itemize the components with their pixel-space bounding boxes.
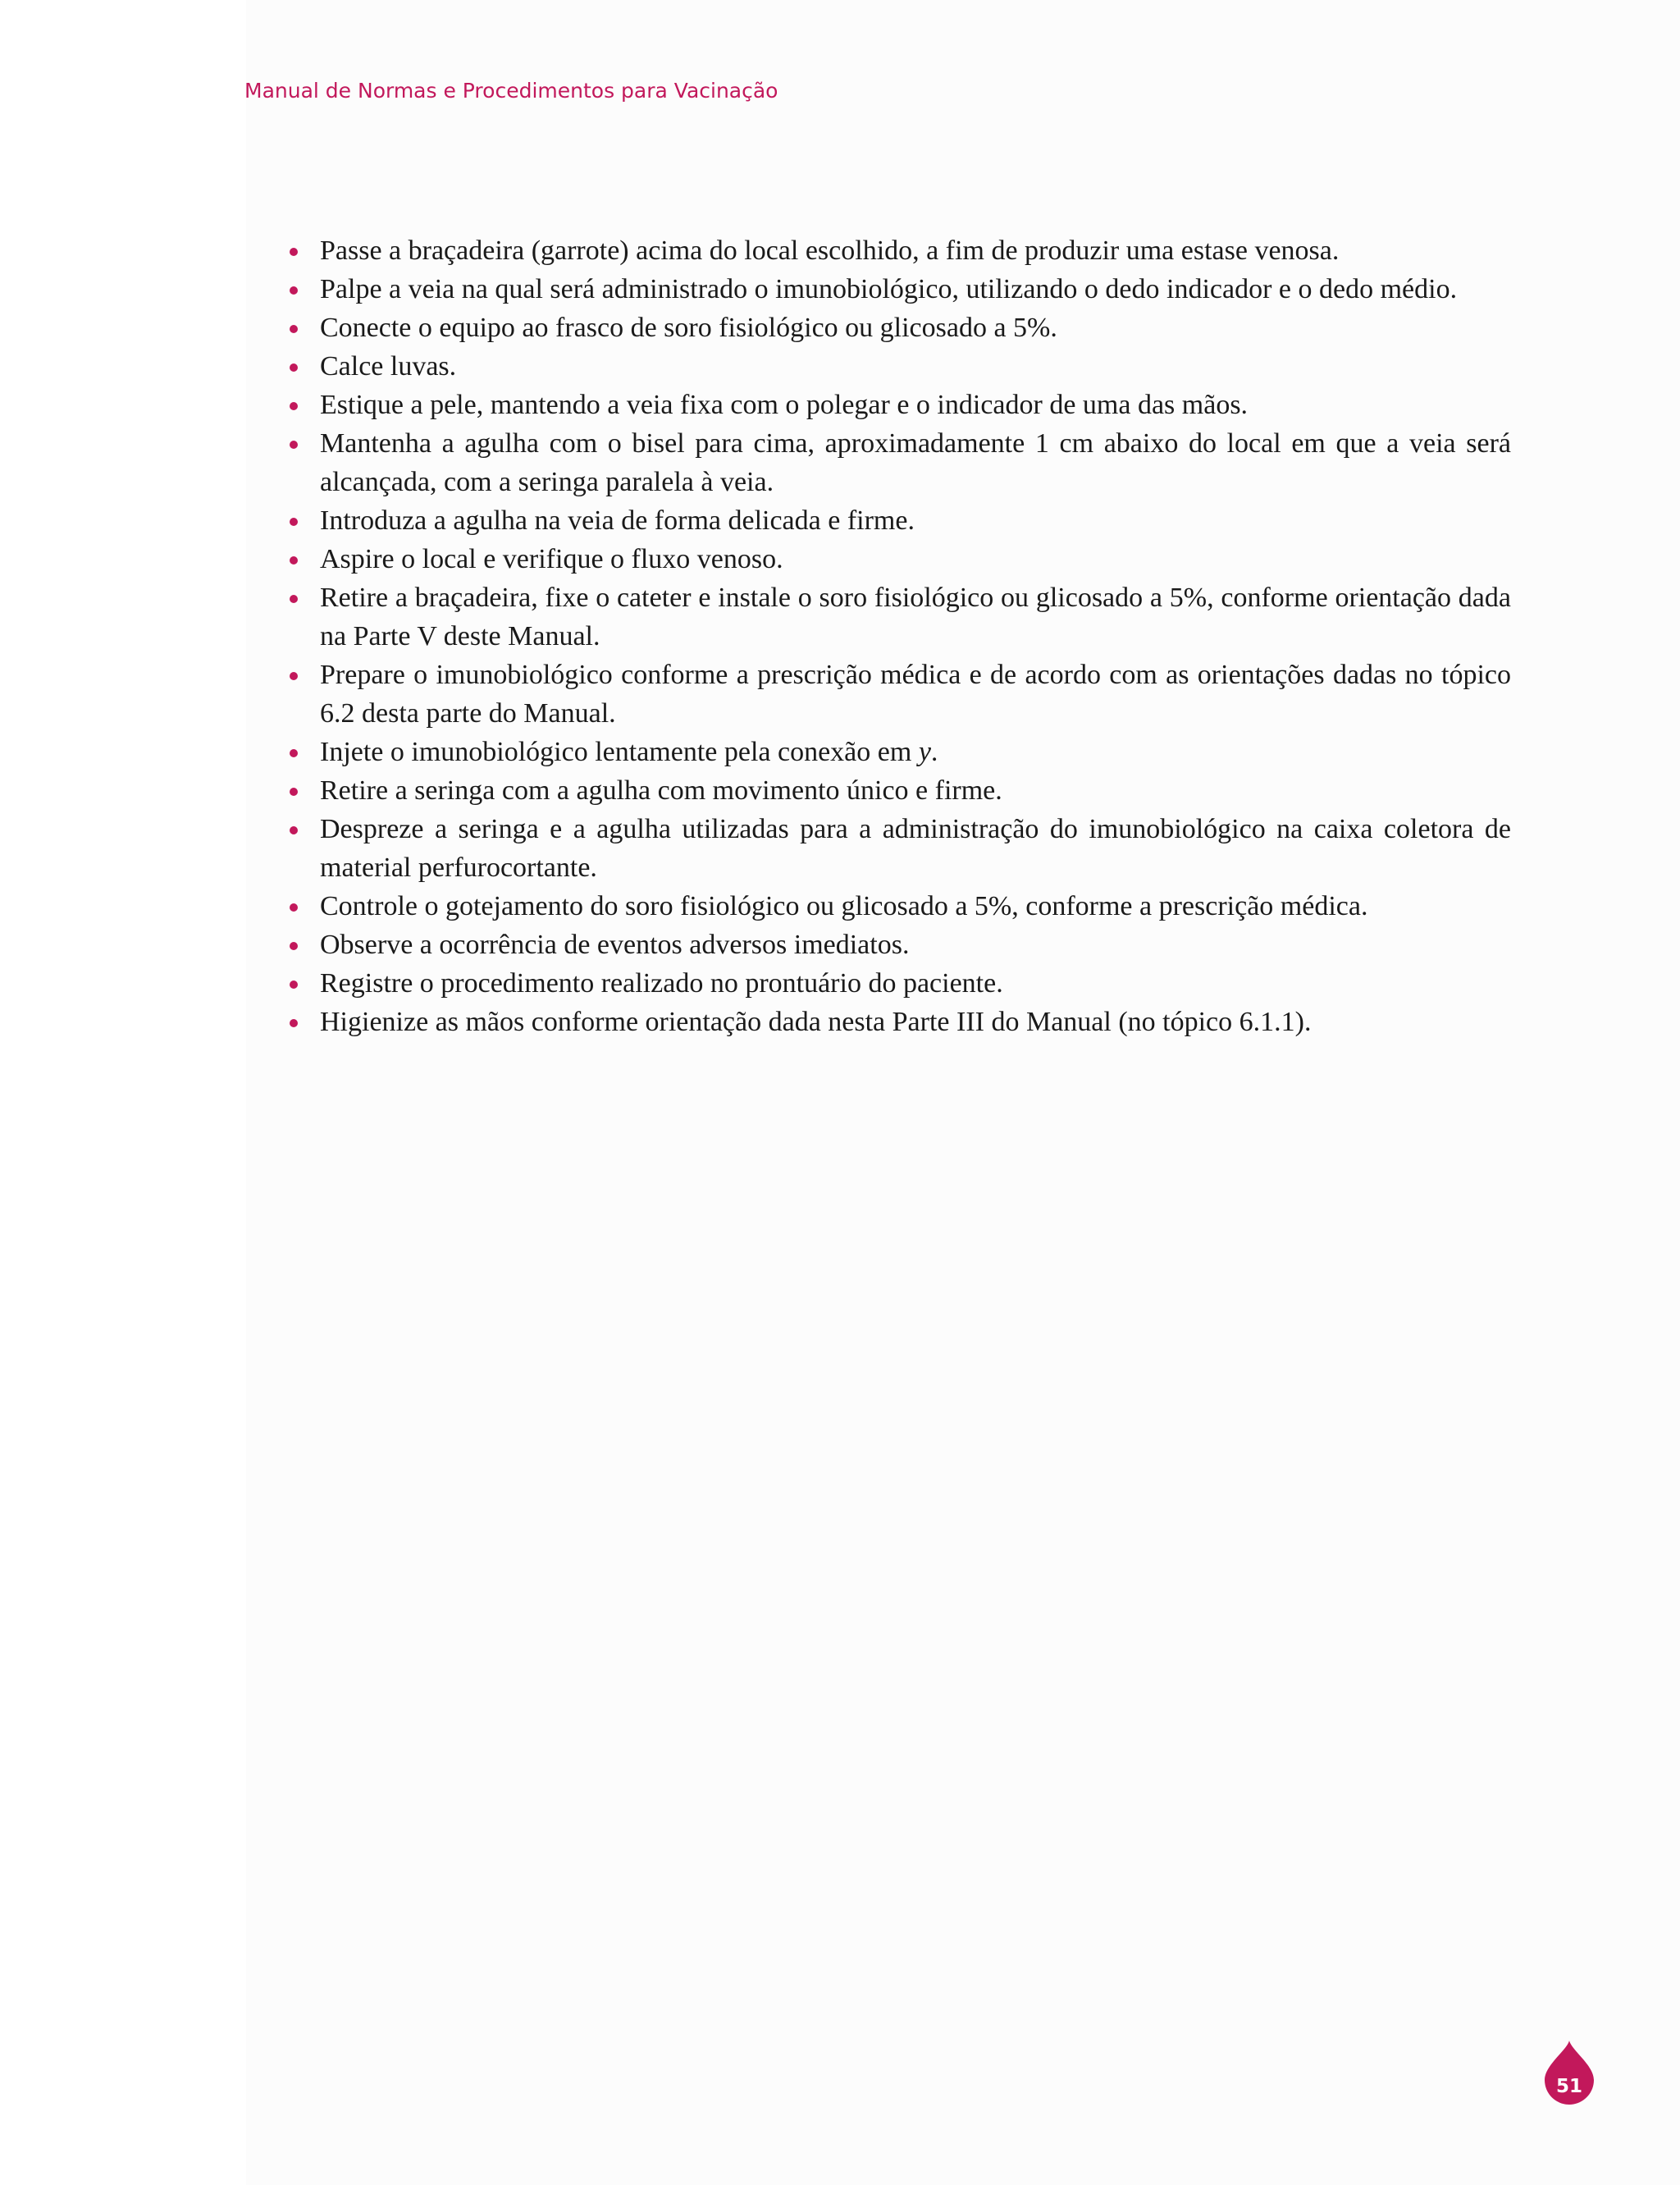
- list-item-text: Retire a braçadeira, fixe o cateter e instale o soro fisiológico ou glicosado a 5%, conforme orientação dada na Parte V deste Manual.: [320, 583, 1511, 651]
- bullet-dot-icon: [290, 441, 298, 449]
- list-item: [287, 771, 1511, 810]
- bullet-dot-icon: [290, 248, 298, 256]
- bullet-dot-icon: [290, 942, 298, 950]
- bullet-dot-icon: [290, 903, 298, 912]
- running-header: Manual de Normas e Procedimentos para Vacinação: [244, 79, 778, 103]
- list-item-text: Observe a ocorrência de eventos adversos imediatos.: [320, 930, 910, 960]
- list-item-text: Higienize as mãos conforme orientação dada nesta Parte III do Manual (no tópico 6.1.1).: [320, 1007, 1312, 1037]
- bullet-dot-icon: [290, 595, 298, 603]
- list-item: [287, 424, 1511, 501]
- bullet-dot-icon: [290, 749, 298, 757]
- bullet-dot-icon: [290, 672, 298, 680]
- bullet-dot-icon: [290, 1019, 298, 1027]
- list-item-text: Injete o imunobiológico lentamente pela conexão em: [320, 737, 912, 767]
- bullet-dot-icon: [290, 363, 298, 372]
- list-item-text: Passe a braçadeira (garrote) acima do local escolhido, a fim de produzir uma estase venosa.: [320, 235, 1340, 266]
- list-item: [287, 887, 1511, 926]
- list-item: [287, 964, 1511, 1003]
- list-item-text: Controle o gotejamento do soro fisiológico ou glicosado a 5%, conforme a prescrição médica.: [320, 891, 1368, 921]
- bullet-dot-icon: [290, 981, 298, 989]
- list-item-punctuation: .: [930, 737, 938, 767]
- list-item-text: Calce luvas.: [320, 351, 457, 382]
- list-item-text: Prepare o imunobiológico conforme a prescrição médica e de acordo com as orientações dadas no tópico 6.2 desta parte do Manual.: [320, 660, 1511, 729]
- list-item-text: Introduza a agulha na veia de forma delicada e firme.: [320, 505, 915, 536]
- list-item: [287, 656, 1511, 733]
- list-item: [287, 231, 1511, 270]
- procedure-steps-list: [287, 231, 1511, 1041]
- list-item: [287, 501, 1511, 540]
- bullet-dot-icon: [290, 402, 298, 410]
- list-item: [287, 810, 1511, 887]
- list-item: [287, 347, 1511, 386]
- bullet-dot-icon: [290, 518, 298, 526]
- list-item-text: Despreze a seringa e a agulha utilizadas para a administração do imunobiológico na caixa coletora de material perfurocortante.: [320, 814, 1511, 883]
- list-item-text: Conecte o equipo ao frasco de soro fisiológico ou glicosado a 5%.: [320, 313, 1057, 343]
- list-item: [287, 386, 1511, 424]
- bullet-dot-icon: [290, 826, 298, 834]
- page-number-badge: [1545, 2039, 1594, 2105]
- list-item-text: Registre o procedimento realizado no prontuário do paciente.: [320, 968, 1003, 999]
- page-number: 51: [1555, 2076, 1582, 2097]
- list-item: [287, 1003, 1511, 1041]
- list-item-text: Mantenha a agulha com o bisel para cima, aproximadamente 1 cm abaixo do local em que a veia será alcançada, com a seringa paralela à veia.: [320, 428, 1511, 497]
- list-item: [287, 270, 1511, 309]
- list-item-text: Estique a pele, mantendo a veia fixa com o polegar e o indicador de uma das mãos.: [320, 390, 1249, 420]
- list-item: [287, 578, 1511, 656]
- list-item: [287, 733, 1511, 771]
- list-item-italic-term: y: [918, 737, 931, 767]
- bullet-dot-icon: [290, 556, 298, 565]
- list-item-text: Aspire o local e verifique o fluxo venoso.: [320, 544, 783, 574]
- list-item: [287, 309, 1511, 347]
- bullet-dot-icon: [290, 286, 298, 295]
- list-item: [287, 926, 1511, 964]
- list-item-text: Retire a seringa com a agulha com movimento único e firme.: [320, 775, 1002, 806]
- bullet-dot-icon: [290, 788, 298, 796]
- list-item-text: Palpe a veia na qual será administrado o imunobiológico, utilizando o dedo indicador e o dedo médio.: [320, 274, 1458, 304]
- list-item: [287, 540, 1511, 578]
- bullet-dot-icon: [290, 325, 298, 333]
